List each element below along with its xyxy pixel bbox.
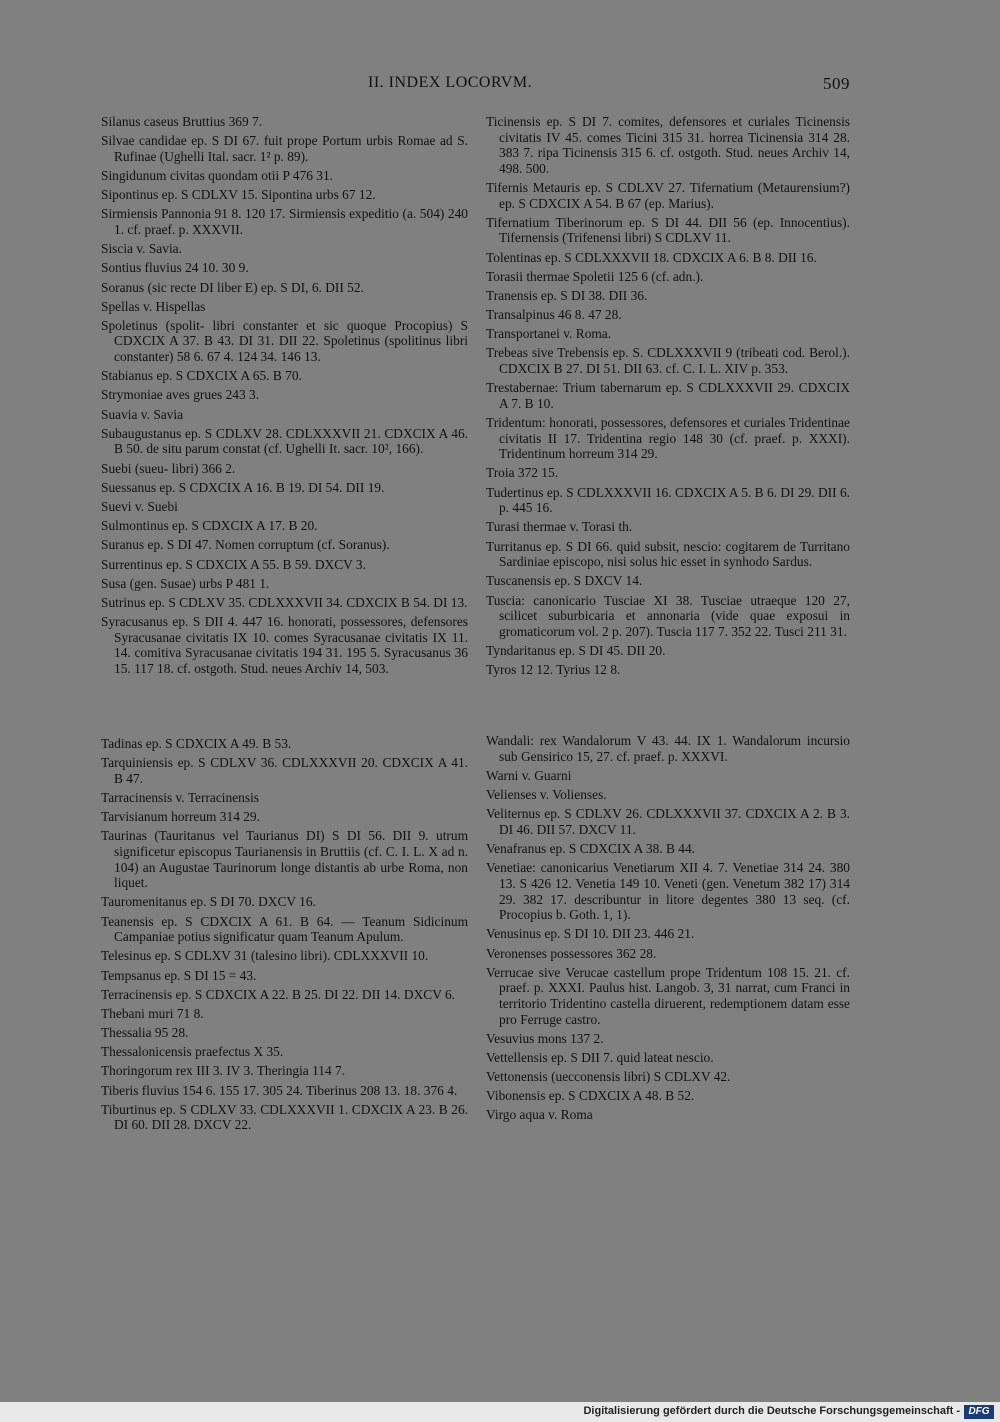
index-entry: Venafranus ep. S CDXCIX A 38. B 44.: [486, 841, 696, 857]
index-entry: Vettonensis (uecconensis libri) S CDLXV 42.: [486, 1069, 731, 1085]
index-entry: Thebani muri 71 8.: [101, 1005, 204, 1021]
footer-text: Digitalisierung gefördert durch die Deutsche Forschungsgemeinschaft -: [583, 1405, 960, 1417]
index-entry: Tiberis fluvius 154 6. 155 17. 305 24. Tiberinus 208 13. 18. 376 4.: [101, 1082, 458, 1098]
index-entry: Suebi (sueu- libri) 366 2.: [101, 460, 236, 476]
index-entry: Terracinensis ep. S CDXCIX A 22. B 25. DI 22. DII 14. DXCV 6.: [101, 986, 456, 1002]
index-entry: Sutrinus ep. S CDLXV 35. CDLXXXVII 34. CDXCIX B 54. DI 13.: [101, 594, 468, 610]
index-entry: Vesuvius mons 137 2.: [486, 1030, 604, 1046]
index-entry: Surrentinus ep. S CDXCIX A 55. B 59. DXCV 3.: [101, 556, 366, 572]
dfg-logo: DFG: [964, 1405, 994, 1419]
index-entry: Soranus (sic recte DI liber E) ep. S DI, 6. DII 52.: [101, 279, 364, 295]
running-title: II. INDEX LOCORVM.: [368, 74, 533, 91]
index-entry: Thoringorum rex III 3. IV 3. Theringia 114 7.: [101, 1063, 346, 1079]
index-entry: Verrucae sive Verucae castellum prope Tridentum 108 15. 21. cf. praef. p. XXXI. Paulus hist. Langob. 3, 31 narrat, cum Franci in territorio Tridentino castella diruerent, redemptionem datam esse pro Ferruge castro.: [486, 964, 850, 1027]
section-gap: [101, 680, 468, 736]
index-entry: Tolentinas ep. S CDLXXXVII 18. CDXCIX A 6. B 8. DII 16.: [486, 249, 817, 265]
index-entry: Taurinas (Tauritanus vel Taurianus DI) S DI 56. DII 9. utrum significetur episcopus Taurianensis in Bruttiis (cf. C. I. L. X ad n. 104) an Augustae Taurinorum longe distantis ab urbe Roma, non liquet.: [101, 828, 468, 891]
index-entry: Turasi thermae v. Torasi th.: [486, 519, 633, 535]
index-entry: Tarquiniensis ep. S CDLXV 36. CDLXXXVII 20. CDXCIX A 41. B 47.: [101, 755, 468, 786]
page-header: [100, 74, 850, 98]
index-entry: Velienses v. Volienses.: [486, 787, 607, 803]
index-entry: Thessalonicensis praefectus X 35.: [101, 1044, 284, 1060]
index-entry: Spoletinus (spolit- libri constanter et sic quoque Procopius) S CDXCIX A 37. B 43. DI 31. DII 22. Spoletinus (spolitinus libri constanter) 58 6. 67 4. 124 34. 146 13.: [101, 317, 468, 365]
index-entry: Tyros 12 12. Tyrius 12 8.: [486, 662, 621, 678]
index-entry: Venetiae: canonicarius Venetiarum XII 4. 7. Venetiae 314 24. 380 13. S 426 12. Venetia 149 10. Veneti (gen. Venetum 382 17) 314 29. 382 17. describuntur in litore degentes 380 13 seq. (cf. Procopius b. Goth. 1, 1).: [486, 860, 850, 923]
index-entry: Trebeas sive Trebensis ep. S. CDLXXXVII 9 (tribeati cod. Berol.). CDXCIX B 27. DI 51. DII 63. cf. C. I. L. XIV p. 353.: [486, 345, 850, 377]
index-entry: Trestabernae: Trium tabernarum ep. S CDLXXXVII 29. CDXCIX A 7. B 10.: [486, 380, 850, 411]
index-entry: Tiburtinus ep. S CDLXV 33. CDLXXXVII 1. CDXCIX A 23. B 26. DI 60. DII 28. DXCV 22.: [101, 1101, 468, 1133]
index-entry: Troia 372 15.: [486, 465, 559, 481]
index-entry: Ticinensis ep. S DI 7. comites, defensores et curiales Ticinensis civitatis IV 45. comes Ticini 315 31. horrea Ticinensia 314 28. 383 7. ripa Ticinensis 315 6. cf. ostgoth. Stud. neues Archiv 14, 498. 500.: [486, 114, 850, 176]
index-entry: Sontius fluvius 24 10. 30 9.: [101, 260, 249, 276]
right-column: [486, 114, 850, 1127]
index-entry: Susa (gen. Susae) urbs P 481 1.: [101, 575, 270, 591]
index-entry: Tadinas ep. S CDXCIX A 49. B 53.: [101, 736, 292, 752]
index-entry: Tifernis Metauris ep. S CDLXV 27. Tifernatium (Metaurensium?) ep. S CDXCIX A 54. B 67 (ep. Marius).: [486, 179, 850, 211]
index-entry: Telesinus ep. S CDLXV 31 (talesino libri). CDLXXXVII 10.: [101, 948, 429, 964]
index-entry: Vettellensis ep. S DII 7. quid lateat nescio.: [486, 1049, 714, 1065]
index-entry: Virgo aqua v. Roma: [486, 1107, 593, 1123]
section-gap: [486, 681, 850, 733]
index-entry: Singidunum civitas quondam otii P 476 31.: [101, 167, 333, 183]
index-entry: Suevi v. Suebi: [101, 498, 178, 514]
index-entry: Tudertinus ep. S CDLXXXVII 16. CDXCIX A 5. B 6. DI 29. DII 6. p. 445 16.: [486, 484, 850, 516]
index-entry: Suessanus ep. S CDXCIX A 16. B 19. DI 54. DII 19.: [101, 479, 385, 495]
left-column: [101, 114, 468, 1137]
index-entry: Sipontinus ep. S CDLXV 15. Sipontina urbs 67 12.: [101, 187, 376, 203]
index-entry: Sirmiensis Pannonia 91 8. 120 17. Sirmiensis expeditio (a. 504) 240 1. cf. praef. p. XXXVII.: [101, 206, 468, 237]
index-entry: Silvae candidae ep. S DI 67. fuit prope Portum urbis Romae ad S. Rufinae (Ughelli Ital. sacr. 1² p. 89).: [101, 133, 468, 164]
index-entry: Sulmontinus ep. S CDXCIX A 17. B 20.: [101, 518, 318, 534]
index-entry: Transalpinus 46 8. 47 28.: [486, 307, 622, 323]
index-entry: Tifernatium Tiberinorum ep. S DI 44. DII 56 (ep. Innocentius). Tifernensis (Trifenensi libri) S CDLXV 11.: [486, 214, 850, 246]
index-entry: Teanensis ep. S CDXCIX A 61. B 64. — Teanum Sidicinum Campaniae potius significatur quam Teanum Apulum.: [101, 913, 468, 945]
index-entry: Subaugustanus ep. S CDLXV 28. CDLXXXVII 21. CDXCIX A 46. B 50. de situ parum constat (cf. Ughelli It. sacr. 10², 166).: [101, 425, 468, 457]
index-entry: Siscia v. Savia.: [101, 241, 182, 257]
index-entry: Thessalia 95 28.: [101, 1025, 189, 1041]
index-entry: Vibonensis ep. S CDXCIX A 48. B 52.: [486, 1088, 695, 1104]
index-entry: Strymoniae aves grues 243 3.: [101, 387, 260, 403]
index-entry: Suavia v. Savia: [101, 406, 184, 422]
index-entry: Stabianus ep. S CDXCIX A 65. B 70.: [101, 368, 302, 384]
page-number: 509: [823, 74, 850, 93]
index-entry: Tuscia: canonicario Tusciae XI 38. Tusciae utraeque 120 27, scilicet suburbicaria et annonaria (vide quae exposui in gromaticorum vol. 2 p. 207). Tuscia 117 7. 352 22. Tusci 211 31.: [486, 592, 850, 639]
index-entry: Syracusanus ep. S DII 4. 447 16. honorati, possessores, defensores Syracusanae civitatis IX 10. comes Syracusanae civitatis IX 11. 14. comitiva Syracusanae civitatis 194 31. 195 5. Syracusanus 36 15. 117 18. cf. ostgoth. Stud. neues Archiv 14, 503.: [101, 614, 468, 676]
index-entry: Veliternus ep. S CDLXV 26. CDLXXXVII 37. CDXCIX A 2. B 3. DI 46. DII 57. DXCV 11.: [486, 806, 850, 838]
index-entry: Warni v. Guarni: [486, 768, 572, 784]
index-entry: Turritanus ep. S DI 66. quid subsit, nescio: cogitarem de Turritano Sardiniae episcopo, nisi solus hic esset in synhodo Sardus.: [486, 538, 850, 570]
index-entry: Transportanei v. Roma.: [486, 326, 612, 342]
index-entry: Tridentum: honorati, possessores, defensores et curiales Tridentinae civitatis II 17. Tridentina regio 148 30 (cf. praef. p. XXXI). Tridentinum horreum 314 29.: [486, 415, 850, 462]
digitization-footer: [0, 1402, 1000, 1422]
index-entry: Spellas v. Hispellas: [101, 298, 206, 314]
index-entry: Torasii thermae Spoletii 125 6 (cf. adn.).: [486, 268, 704, 284]
index-entry: Wandali: rex Wandalorum V 43. 44. IX 1. Wandalorum incursio sub Gensirico 15, 27. cf. praef. p. XXXVI.: [486, 733, 850, 764]
index-entry: Tarracinensis v. Terracinensis: [101, 790, 260, 806]
index-entry: Tauromenitanus ep. S DI 70. DXCV 16.: [101, 894, 316, 910]
index-entry: Tempsanus ep. S DI 15 = 43.: [101, 967, 257, 983]
index-entry: Suranus ep. S DI 47. Nomen corruptum (cf. Soranus).: [101, 537, 390, 553]
index-entry: Veronenses possessores 362 28.: [486, 945, 657, 961]
index-entry: Silanus caseus Bruttius 369 7.: [101, 114, 263, 129]
index-entry: Tyndaritanus ep. S DI 45. DII 20.: [486, 642, 666, 658]
index-entry: Venusinus ep. S DI 10. DII 23. 446 21.: [486, 926, 695, 942]
index-entry: Tarvisianum horreum 314 29.: [101, 809, 260, 825]
index-entry: Tuscanensis ep. S DXCV 14.: [486, 573, 643, 589]
index-entry: Tranensis ep. S DI 38. DII 36.: [486, 287, 648, 303]
